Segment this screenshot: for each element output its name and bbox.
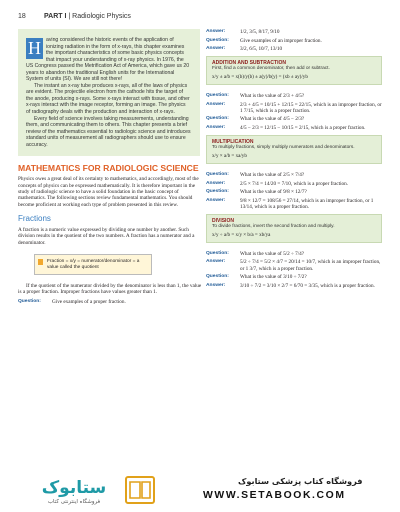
question-row (206, 189, 382, 195)
head-separator: | (68, 13, 71, 20)
rule-text: To multiply fractions, simply multiply numerators and denominators. (212, 145, 355, 151)
answer-row (206, 259, 382, 271)
question-row (206, 93, 382, 99)
answer-row (206, 283, 382, 289)
definition-box (34, 254, 152, 275)
rule-text: To divide fractions, invert the second fraction and multiply. (212, 224, 335, 230)
setabook-logo (22, 473, 162, 507)
chapter-title: Radiologic Physics (72, 13, 131, 20)
running-head (44, 13, 131, 20)
section-heading: MATHEMATICS FOR RADIOLOGIC SCIENCE (18, 163, 199, 174)
answer-row (206, 198, 382, 210)
qa-label: Question: (206, 171, 229, 177)
subsection-heading: Fractions (18, 214, 51, 224)
definition-text: Fraction = x/y = numerator/denominator = a value called the quotient (47, 259, 140, 271)
page-number: 18 (18, 13, 26, 20)
footer-banner (0, 468, 400, 512)
qa-text: 2/5 × 7/4 = 14/20 = 7/10, which is a proper fraction. (240, 180, 349, 187)
qa-label: Question: (206, 274, 229, 280)
qa-block-3 (206, 172, 382, 210)
qa-label: Answer: (206, 282, 226, 288)
rule-title: ADDITION AND SUBTRACTION (212, 60, 286, 67)
qa-label: Question: (206, 37, 229, 43)
right-column (206, 29, 382, 466)
question-row (206, 172, 382, 178)
answer-row (206, 29, 382, 35)
qa-text: 3/2, 6/5, 10/7, 13/10 (240, 46, 283, 53)
qa-text: Give examples of a proper fraction. (52, 298, 126, 305)
question-row (206, 116, 382, 122)
page-header (18, 13, 382, 25)
page-body (18, 29, 382, 466)
qa-text: What is the value of 3/10 ÷ 7/2? (240, 274, 307, 281)
qa-text: What is the value of 4/5 − 2/3? (240, 116, 305, 123)
answer-row (206, 125, 382, 131)
rule-box-multiplication (206, 135, 382, 164)
intro-paragraph-1: aving considered the historic events of the application of ionizing radiation in the form of x-rays, this chapter examines the important characteristics of some basic physics concepts that impact your understanding of x-ray physics. In 1976, the US Congress passed the Metrification Act of America, which gave us 20 years to abandon the traditional English units for the International System of units (SI). We are still not there! (26, 37, 190, 83)
qa-text: 3/10 ÷ 7/2 = 3/10 × 2/7 = 6/70 = 3/35, which is a proper fraction. (240, 282, 375, 289)
qa-text: 4/5 − 2/3 = 12/15 − 10/15 = 2/15, which is a proper fraction. (240, 125, 366, 132)
qa-label: Answer: (206, 125, 226, 131)
rule-title: MULTIPLICATION (212, 139, 254, 146)
part-label: PART I (44, 13, 67, 20)
question-row (206, 274, 382, 280)
qa-text: 1/2, 3/5, 8/17, 9/10 (240, 29, 280, 35)
intro-paragraph-3: Every field of science involves taking measurements, understanding them, and communicating them to others. This chapter presents a brief review of the mathematics essential to radiologic science and introduces standard units of measurement all radiographers should use to ensure accuracy. (26, 115, 191, 148)
qa-text: 2/3 + 4/5 = 10/15 + 12/15 = 22/15, which is an improper fraction, or 1 7/15, which is a proper fraction. (240, 101, 382, 114)
rule-formula: x/y × a/b = xa/yb (212, 152, 247, 159)
qa-label: Answer: (206, 180, 226, 186)
qa-block-1 (206, 29, 382, 52)
intro-paragraph-2: The instant an x-ray tube produces x-rays, all of the laws of physics are evident. The projectile electron from the cathode hits the target of the anode, producing x-rays. Some x-rays interact with tissue, and other x-rays interact with the image receptor, forming an image. The physics of radiography deals with the production and interaction of x-rays. (26, 82, 190, 116)
answer-row (206, 102, 382, 114)
book-pages-icon (130, 482, 150, 498)
rule-title: DIVISION (212, 218, 234, 225)
drop-cap: H (28, 38, 41, 58)
answer-row (206, 181, 382, 187)
logo-wordmark: ستابوک (41, 478, 107, 498)
question-row (206, 38, 382, 44)
definition-marker-icon (38, 259, 43, 265)
left-column (18, 29, 202, 466)
qa-label: Question: (206, 93, 229, 99)
intro-box (18, 29, 200, 156)
left-question (18, 299, 202, 305)
qa-label: Answer: (206, 101, 226, 107)
rule-formula: x/y ± a/b = x(b)/y(b) ± a(y)/b(y) = (xb ± ay)/yb (212, 74, 308, 81)
answer-row (206, 46, 382, 52)
qa-label: Answer: (206, 46, 226, 52)
qa-text: What is the value of 2/5 × 7/4? (240, 171, 305, 178)
rule-formula: x/y ÷ a/b = x/y × b/a = xb/ya (212, 231, 271, 238)
site-url[interactable]: WWW.SETABOOK.COM (203, 490, 346, 501)
qa-label: Question: (206, 250, 229, 256)
fractions-body: A fraction is a numeric value expressed by dividing one number by another. Such division results in the quotient of the two numbers. A fraction has a numerator and a denominator. (18, 227, 195, 246)
qa-label: Question: (206, 189, 229, 195)
qa-text: What is the value of 5/2 ÷ 7/4? (240, 250, 305, 257)
qa-label: Question: (18, 298, 41, 304)
qa-label: Question: (206, 116, 229, 122)
qa-label: Answer: (206, 197, 226, 203)
rule-text: First, find a common denominator, then add or subtract. (212, 66, 330, 72)
section-body: Physics owes a great deal of its certainty to mathematics, and accordingly, most of the concepts of physics can be expressed mathematically. It is therefore important in the study of radiologic science to have a solid foundation in the basic concept of mathematics. The following sections review fundamental mathematics. You should become proficient at working each type of problem presented in this review. (18, 176, 199, 208)
qa-block-4 (206, 251, 382, 289)
qa-text: 9/8 × 12/7 = 108/56 = 27/14, which is an improper fraction, or 1 13/14, which is a proper fraction. (240, 197, 374, 210)
fractions-after: If the quotient of the numerator divided by the denominator is less than 1, the value is a proper fraction. Improper fractions have values greater than 1. (18, 283, 202, 296)
rule-box-addition (206, 56, 382, 85)
qa-text: Give examples of an improper fraction. (240, 37, 322, 44)
qa-text: What is the value of 2/3 + 4/5? (240, 93, 305, 100)
qa-label: Answer: (206, 29, 226, 34)
qa-text: 5/2 ÷ 7/4 = 5/2 × 4/7 = 20/14 = 10/7, which is an improper fraction, or 1 3/7, which is a proper fraction. (240, 259, 381, 272)
logo-subtitle: فروشگاه اینترنتی کتاب (47, 499, 101, 505)
qa-label: Answer: (206, 259, 226, 265)
qa-text: What is the value of 9/8 × 12/7? (240, 189, 307, 196)
question-row (206, 251, 382, 257)
shop-name: فروشگاه کتاب پزشکی ستابوک (238, 476, 363, 486)
qa-block-2 (206, 93, 382, 131)
rule-box-division (206, 214, 382, 243)
